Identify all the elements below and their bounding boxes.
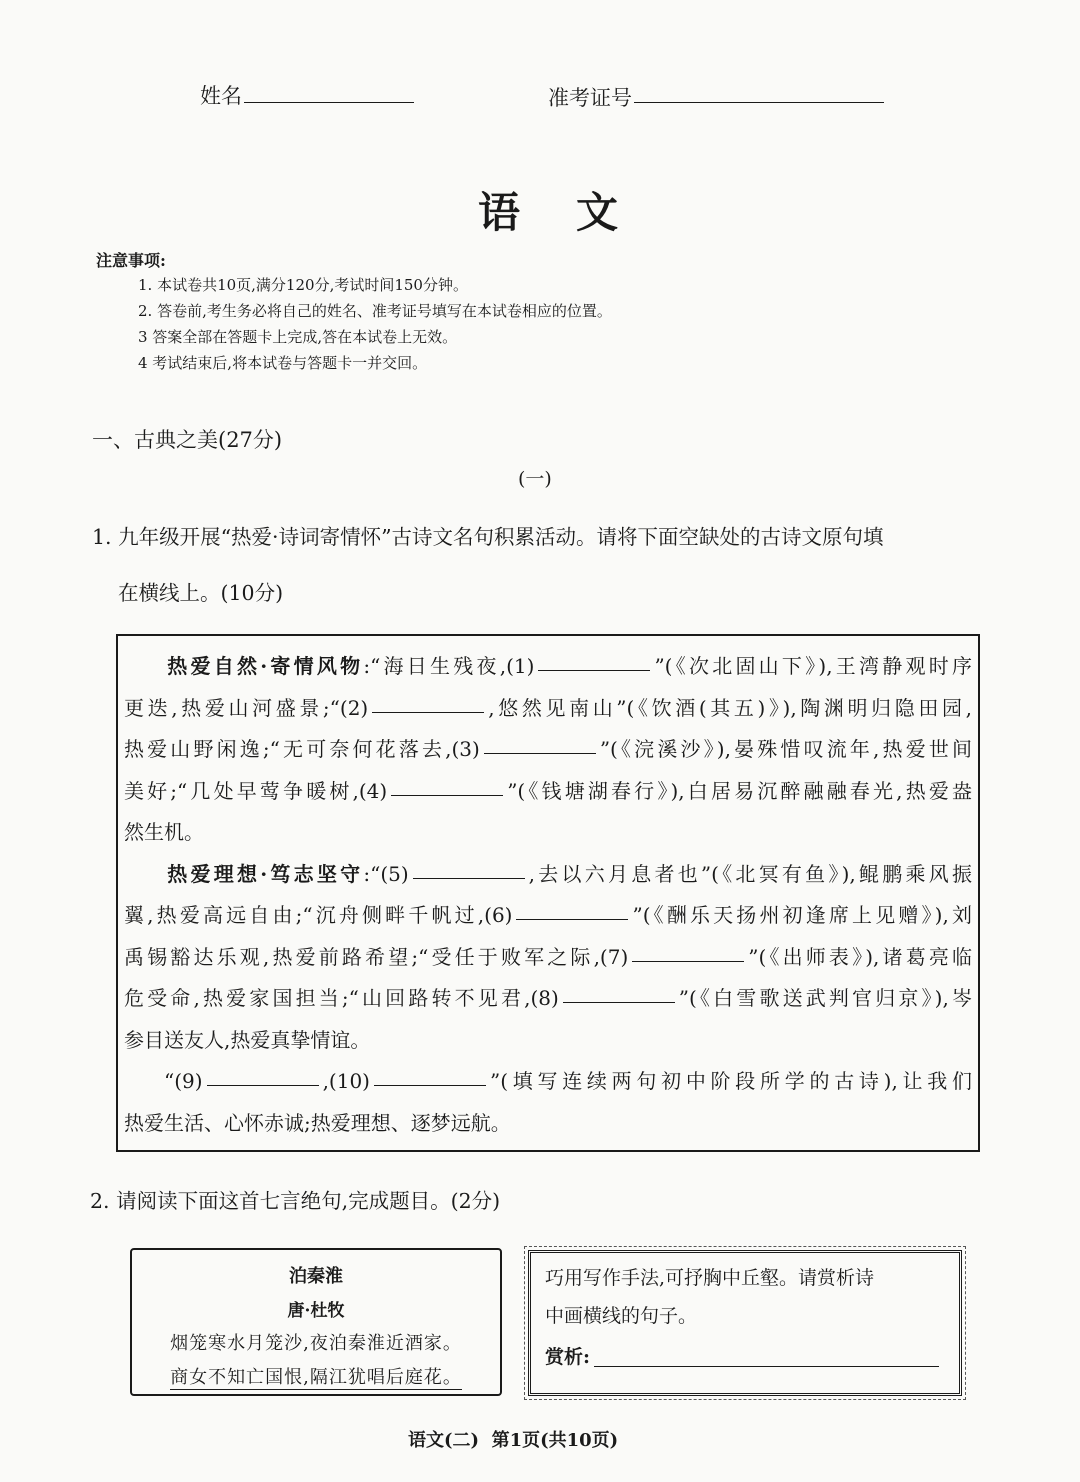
blank-2[interactable] xyxy=(372,711,484,713)
blank-4[interactable] xyxy=(391,794,503,796)
blank-10[interactable] xyxy=(374,1084,486,1086)
page-footer: 语文(二) 第1页(共10页) xyxy=(408,1430,619,1451)
poem-line-1: 烟笼寒水月笼沙,夜泊秦淮近酒家。 xyxy=(170,1333,462,1354)
part-label: (一) xyxy=(518,468,552,490)
blank-7[interactable] xyxy=(632,960,744,962)
q2-task-box xyxy=(528,1250,962,1396)
name-label: 姓名 xyxy=(200,84,242,108)
exam-id-label: 准考证号 xyxy=(548,86,632,110)
poem-card xyxy=(130,1248,502,1396)
blank-3[interactable] xyxy=(484,752,596,754)
q1-para-3: “(9) ,(10) ”(填写连续两句初中阶段所学的古诗),让我们 xyxy=(164,1069,972,1093)
name-field[interactable] xyxy=(244,102,414,103)
q1-para-2: 热爱理想·笃志坚守:“(5) ,去以六月息者也”(《北冥有鱼》),鲲鹏乘风振 xyxy=(164,861,972,886)
blank-5[interactable] xyxy=(413,877,525,879)
q1-prompt: 1. 九年级开展“热爱·诗词寄情怀”古诗文名句积累活动。请将下面空缺处的古诗文原句填 xyxy=(92,525,884,549)
blank-9[interactable] xyxy=(207,1084,319,1086)
poem-title: 泊秦淮 xyxy=(289,1266,343,1287)
blank-6[interactable] xyxy=(516,918,628,920)
note-item: 4 考试结束后,将本试卷与答题卡一并交回。 xyxy=(138,354,428,372)
poem-author: 唐·杜牧 xyxy=(287,1301,345,1321)
q1-prompt-cont: 在横线上。(10分) xyxy=(118,581,284,605)
task-line-2: 中画横线的句子。 xyxy=(545,1305,698,1327)
task-line-1: 巧用写作手法,可抒胸中丘壑。请赏析诗 xyxy=(545,1267,875,1289)
poem-line-2-underlined: 商女不知亡国恨,隔江犹唱后庭花。 xyxy=(170,1367,462,1388)
blank-8[interactable] xyxy=(563,1001,675,1003)
section-heading: 一、古典之美(27分) xyxy=(92,428,283,452)
blank-1[interactable] xyxy=(538,669,650,671)
note-item: 1. 本试卷共10页,满分120分,考试时间150分钟。 xyxy=(138,276,468,294)
q1-fill-box: 热爱自然·寄情风物:“海日生残夜,(1) ”(《次北固山下》),王湾静观时序 更迭,热爱山河盛景;“(2) ,悠然见南山”(《饮酒(其五)》),陶渊明归隐田园, 热爱山野闲逸;“无可奈何花落去,(3) ”(《浣溪沙》),晏殊惜叹流年,热爱世间 美好;“几处早莺争暖树,(4) ”(《钱塘湖春行》),白居易沉醉融融春光,热爱盎 然生机。 热爱理想·笃志坚守:“(5) ,去以六月息者也”(《北冥有鱼》),鲲鹏乘风振 翼,热爱高远自由;“沉舟侧畔千帆过,(6) ”(《酬乐天扬州初逢席上见赠》),刘 禹锡豁达乐观,热爱前路希望;“受任于败军之际,(7) ”(《出师表》),诸葛亮临 危受命,热爱家国担当;“山回路转不见君,(8) ”(《白雪歌送武判官归京》),岑 参目送友人,热爱真挚情谊。 “(9) ,(10) ”(填写连续两句初中阶段所学的古诗),让我们 热爱生活、心怀赤诚;热爱理想、逐梦远航。 xyxy=(116,634,980,1152)
theme-nature: 热爱自然·寄情风物 xyxy=(164,654,364,678)
note-item: 3 答案全部在答题卡上完成,答在本试卷上无效。 xyxy=(138,328,458,346)
q1-para-1: 热爱自然·寄情风物:“海日生残夜,(1) ”(《次北固山下》),王湾静观时序 xyxy=(164,654,972,678)
page-title: 语文 xyxy=(478,188,675,237)
q2-prompt: 2. 请阅读下面这首七言绝句,完成题目。(2分) xyxy=(90,1189,501,1213)
answer-label: 赏析: xyxy=(545,1346,591,1368)
notes-heading: 注意事项: xyxy=(96,251,166,270)
answer-field[interactable] xyxy=(594,1365,939,1367)
exam-id-field[interactable] xyxy=(634,102,884,103)
theme-ideals: 热爱理想·笃志坚守 xyxy=(164,861,364,886)
note-item: 2. 答卷前,考生务必将自己的姓名、准考证号填写在本试卷相应的位置。 xyxy=(138,302,612,320)
